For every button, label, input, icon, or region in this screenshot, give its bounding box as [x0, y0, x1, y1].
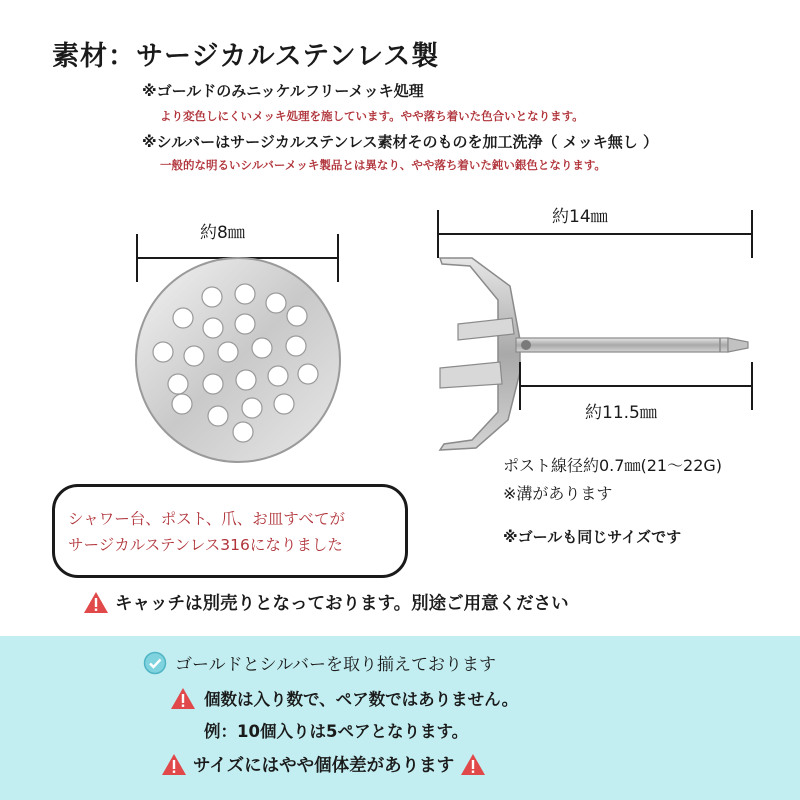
warning-icon [161, 753, 187, 776]
quantity-note-line [170, 686, 518, 710]
quantity-example-text: 例：10個入りは5ペアとなります。 [204, 722, 469, 741]
page-title: 素材：サージカルステンレス製 [52, 41, 440, 72]
material-info-text [68, 506, 345, 558]
warning-icon [460, 753, 486, 776]
total-length-label: 約14㎜ [552, 207, 608, 227]
warning-icon [83, 591, 109, 614]
silver-note-detail: 一般的な明るいシルバーメッキ製品とは異なり、やや落ち着いた鈍い銀色となります。 [160, 158, 606, 172]
catch-notice-text: キャッチは別売りとなっております。別途ご用意ください [115, 594, 569, 614]
size-variance-text: サイズにはやや個体差があります [193, 756, 455, 776]
check-circle-icon [143, 651, 167, 675]
silver-note: ※シルバーはサージカルステンレス素材そのものを加工洗浄（ メッキ無し ） [142, 133, 658, 151]
gold-note-detail: より変色しにくいメッキ処理を施しています。やや落ち着いた色合いとなります。 [160, 109, 584, 123]
post-gauge-text: ポスト線径約0.7㎜(21〜22G) [503, 456, 723, 475]
colors-available-line [143, 650, 496, 675]
warning-icon [170, 687, 196, 710]
gold-note: ※ゴールドのみニッケルフリーメッキ処理 [142, 82, 424, 100]
pad-size-label: 約8㎜ [200, 223, 245, 243]
catch-sold-separately-notice [83, 590, 569, 615]
post-length-label: 約11.5㎜ [585, 403, 657, 423]
material-info-line-1: シャワー台、ポスト、爪、お皿すべてが [68, 510, 345, 528]
size-variance-line [161, 752, 486, 777]
post-info [503, 452, 722, 508]
mesh-pad-image [136, 258, 340, 462]
material-info-line-2: サージカルステンレス316になりました [68, 536, 343, 554]
quantity-note-text: 個数は入り数で、ペア数ではありません。 [204, 690, 519, 709]
gold-same-size-note: ※ゴールも同じサイズです [503, 528, 682, 546]
colors-available-text: ゴールドとシルバーを取り揃えております [175, 655, 497, 675]
groove-note: ※溝があります [503, 484, 613, 503]
